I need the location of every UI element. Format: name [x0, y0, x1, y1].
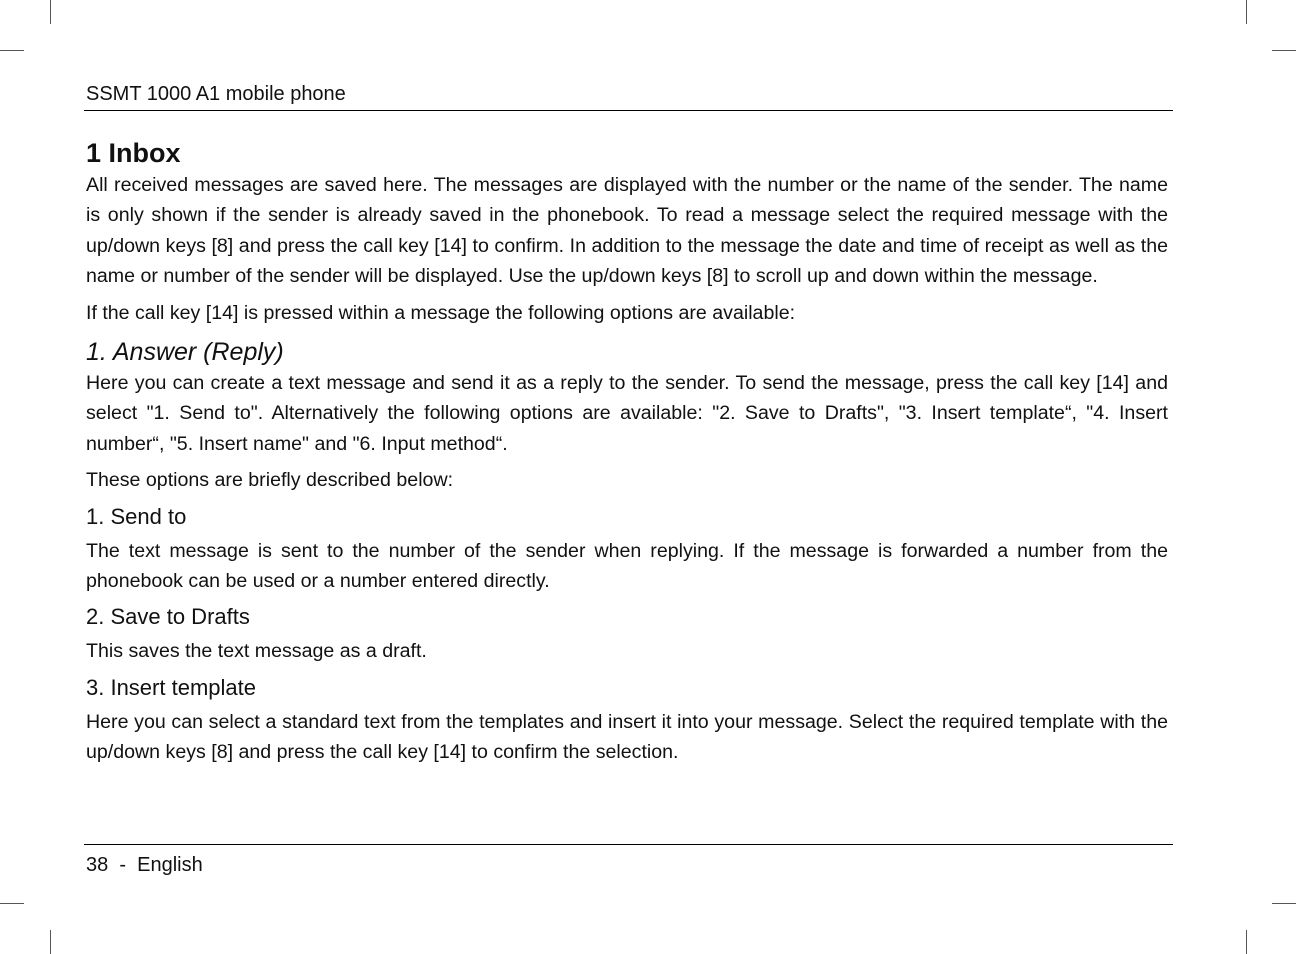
crop-mark — [0, 903, 24, 904]
running-header: SSMT 1000 A1 mobile phone — [86, 83, 346, 105]
item-body-send-to: The text message is sent to the number of the sender when replying. If the message is forwarded a number from the phonebook can be used or a number entered directly. — [86, 539, 1168, 593]
page-content — [86, 136, 1168, 768]
item-title-insert-template: 3. Insert template — [86, 674, 256, 700]
page-footer: 38 - English — [86, 854, 203, 876]
options-lead-paragraph: If the call key [14] is pressed within a message the following options are available: — [86, 301, 796, 324]
item-title-save-to-drafts: 2. Save to Drafts — [86, 604, 250, 630]
footer-rule — [84, 844, 1173, 845]
crop-mark — [1246, 930, 1247, 954]
header-rule — [84, 110, 1173, 111]
crop-mark — [1272, 903, 1296, 904]
intro-paragraph: All received messages are saved here. The messages are displayed with the number or the name of the sender. The name is only shown if the sender is already saved in the phonebook. To read a message select the required message with the up/down keys [8] and press the call key [14] to confirm. In addition to the message the date and time of receipt as well as the name or number of the sender will be displayed. Use the up/down keys [8] to scroll up and down within the message. — [86, 174, 1168, 288]
item-body-insert-template: Here you can select a standard text from the templates and insert it into your message. Select the required template with the up/down keys [8] and press the call key [14] to confirm the selection. — [86, 710, 1168, 764]
reply-paragraph: Here you can create a text message and send it as a reply to the sender. To send the message, press the call key [14] and select "1. Send to". Alternatively the following options are available: "2. Save to Drafts", "3. Insert template“, "4. Insert number“, "5. Insert name" and "6. Input method“. — [86, 372, 1168, 455]
section-title: 1 Inbox — [86, 138, 181, 168]
item-body-save-to-drafts: This saves the text message as a draft. — [86, 640, 427, 663]
crop-mark — [1272, 50, 1296, 51]
crop-mark — [1246, 0, 1247, 24]
crop-mark — [50, 0, 51, 24]
crop-mark — [0, 50, 24, 51]
subsection-title: 1. Answer (Reply) — [86, 338, 284, 367]
crop-mark — [50, 930, 51, 954]
item-title-send-to: 1. Send to — [86, 503, 187, 529]
options-description-lead: These options are briefly described below: — [86, 469, 454, 492]
